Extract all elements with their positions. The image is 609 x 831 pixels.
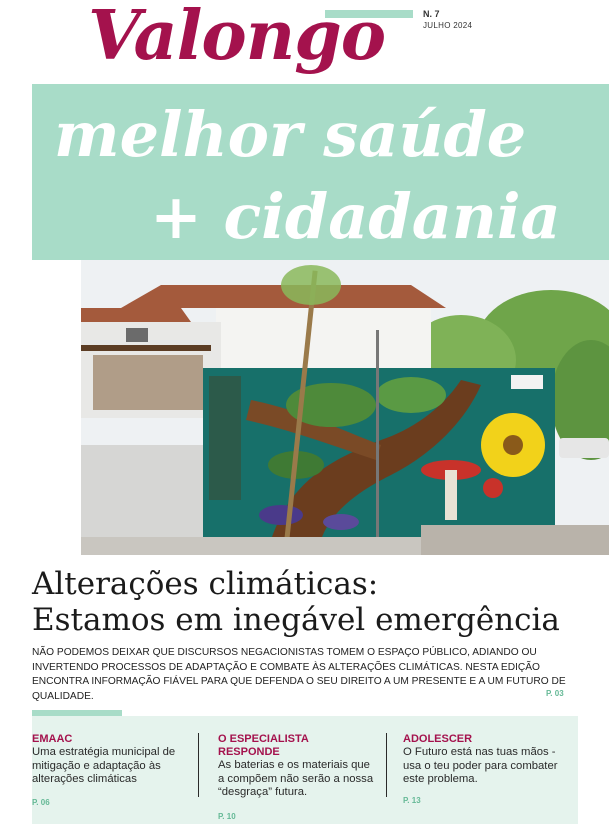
- article-title: [32, 566, 560, 638]
- issue-date: JULHO 2024: [423, 21, 473, 30]
- footer-column-emaac[interactable]: [32, 733, 182, 787]
- headline-line-2: + cidadania: [150, 180, 561, 253]
- footer-column-body: Uma estratégia municipal de mitigação e adaptação às alterações climáticas: [32, 746, 176, 785]
- footer-column-title: ADOLESCER: [403, 733, 473, 745]
- mural-street-photo: [81, 260, 609, 555]
- footer-column-especialista[interactable]: [218, 733, 376, 800]
- issue-number: N. 7: [423, 9, 440, 19]
- footer-column-page: P. 13: [403, 796, 421, 805]
- headline-line-1: melhor saúde: [54, 98, 527, 171]
- masthead-title: Valongo: [88, 0, 386, 76]
- footer-column-page: P. 06: [32, 798, 50, 807]
- footer-column-title-line-2: RESPONDE: [218, 746, 280, 758]
- footer-column-page: P. 10: [218, 812, 236, 821]
- article-page-ref: P. 03: [546, 689, 564, 698]
- footer-column-title: O ESPECIALISTA: [218, 733, 309, 745]
- article-title-line-1: Alterações climáticas:: [32, 566, 379, 602]
- footer-column-body: O Futuro está nas tuas mãos - usa o teu poder para combater este problema.: [403, 746, 558, 785]
- footer-divider: [198, 733, 199, 797]
- article-lede: NÃO PODEMOS DEIXAR QUE DISCURSOS NEGACIONISTAS TOMEM O ESPAÇO PÚBLICO, ADIANDO OU INVERTENDO PROCESSOS DE ADAPTAÇÃO E COMBATE ÀS ALTERAÇÕES CLIMÁTICAS. NESTA EDIÇÃO ENCONTRA INFORMAÇÃO FIÁVEL PARA QUE DEFENDA O SEU DIREITO A UM PRESENTE E A UM FUTURO DE QUALIDADE.: [32, 647, 566, 702]
- footer-column-body: As baterias e os materiais que a compõem não serão a nossa “desgraça” futura.: [218, 759, 374, 798]
- footer-column-title: EMAAC: [32, 733, 73, 745]
- cover-photo: [81, 260, 609, 555]
- footer-divider: [386, 733, 387, 797]
- footer-column-adolescer[interactable]: [403, 733, 563, 787]
- article-title-line-2: Estamos em inegável emergência: [32, 602, 560, 638]
